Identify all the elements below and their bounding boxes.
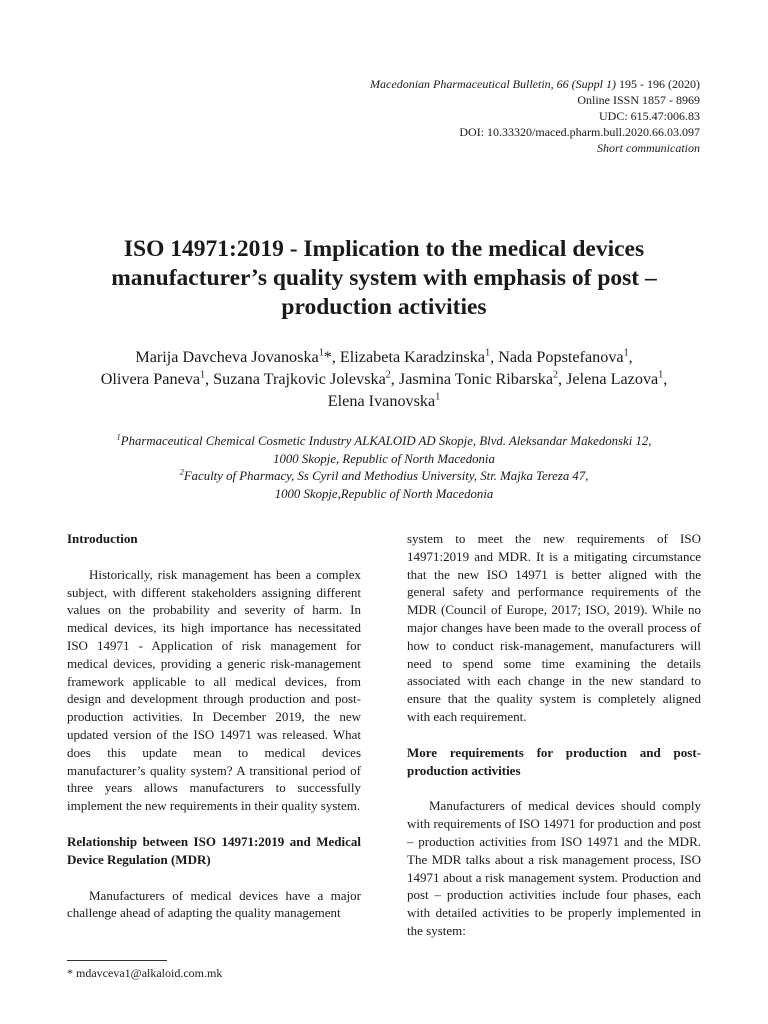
journal-citation: Macedonian Pharmaceutical Bulletin, 66 (Suppl 1) 195 - 196 (2020) <box>370 77 700 91</box>
author: Elena Ivanovska$^1$ <box>327 391 441 410</box>
author: Olivera Paneva$^1$ <box>100 369 206 388</box>
doi[interactable]: DOI: 10.33320/maced.pharm.bull.2020.66.03.097 <box>459 125 700 139</box>
intro-paragraph: Historically, risk management has been a complex subject, with different stakeholders assigning different values on the probability and severity of harm. In medical devices, its high importance has necessitated ISO 14971 - Application of risk management for medical devices, providing a generic risk-management framework applicable to all medical devices, from design and development through production and post-production activities. In December 2019, the new updated version of the ISO 14971 was released. What does this update mean to medical devices manufacturer’s quality system? A transitional period of three years allows manufacturers to successfully implement the new requirements in their quality system. <box>67 566 361 814</box>
affiliation-1: $^1$Pharmaceutical Chemical Cosmetic Industry ALKALOID AD Skopje, Blvd. Aleksandar Makedonski 12, <box>116 431 652 448</box>
udc: UDC: 615.47:006.83 <box>598 109 700 123</box>
author: Marija Davcheva Jovanoska$^1$* <box>135 347 332 366</box>
requirements-heading: More requirements for production and post-production activities <box>407 744 701 778</box>
author: Jelena Lazova$^1$ <box>566 369 664 388</box>
left-column <box>67 530 361 922</box>
corresponding-author-email[interactable]: * mdavceva1@alkaloid.com.mk <box>67 966 223 980</box>
intro-heading: Introduction <box>67 531 138 546</box>
affiliation-2: $^2$Faculty of Pharmacy, Ss Cyril and Methodius University, Str. Majka Tereza 47, <box>179 466 589 483</box>
relationship-heading: Relationship between ISO 14971:2019 and Medical Device Regulation (MDR) <box>67 833 361 867</box>
author: Elizabeta Karadzinska$^1$ <box>339 347 491 366</box>
author: Jasmina Tonic Ribarska$^2$ <box>398 369 559 388</box>
relationship-paragraph-start: Manufacturers of medical devices have a major challenge ahead of adapting the quality management <box>67 887 361 921</box>
right-column <box>407 530 701 940</box>
article-title: ISO 14971:2019 - Implication to the medical devices manufacturer’s quality system with emphasis of post – production activities <box>111 236 657 320</box>
issn: Online ISSN 1857 - 8969 <box>577 93 700 107</box>
author: Nada Popstefanova$^1$ <box>498 347 629 366</box>
affiliation-2-line2: 1000 Skopje,Republic of North Macedonia <box>274 486 494 501</box>
author-list: Marija Davcheva Jovanoska$^1$*, Elizabeta Karadzinska$^1$, Nada Popstefanova$^1$, Olivera Paneva$^1$, Suzana Trajkovic Jolevska$^2$, Jasmina Tonic Ribarska$^2$, Jelena Lazova$^1$, Elena Ivanovska$^1$ <box>100 347 668 410</box>
footnote-divider <box>67 960 167 961</box>
requirements-paragraph: Manufacturers of medical devices should comply with requirements of ISO 14971 for production and post – production activities from ISO 14971 and the MDR. The MDR talks about a risk management process, ISO 14971 about a risk management system. Production and post – production activities include four phases, each with detailed activities to be properly implemented in the system: <box>407 798 701 938</box>
relationship-paragraph-cont: system to meet the new requirements of ISO 14971:2019 and MDR. It is a mitigating circumstance that the new ISO 14971 is better aligned with the general safety and performance requirements of the MDR (Council of Europe, 2017; ISO, 2019). While no major changes have been made to the overall process of how to conduct risk-management, manufacturers will need to spend some time examining the details associated with each change in the new standard to ensure that the quality system is completely aligned with each requirement. <box>407 531 701 724</box>
affiliations <box>60 433 708 503</box>
author: Suzana Trajkovic Jolevska$^2$ <box>213 369 391 388</box>
journal-header <box>280 76 700 156</box>
article-type: Short communication <box>597 141 700 155</box>
affiliation-1-line2: 1000 Skopje, Republic of North Macedonia <box>273 451 495 466</box>
